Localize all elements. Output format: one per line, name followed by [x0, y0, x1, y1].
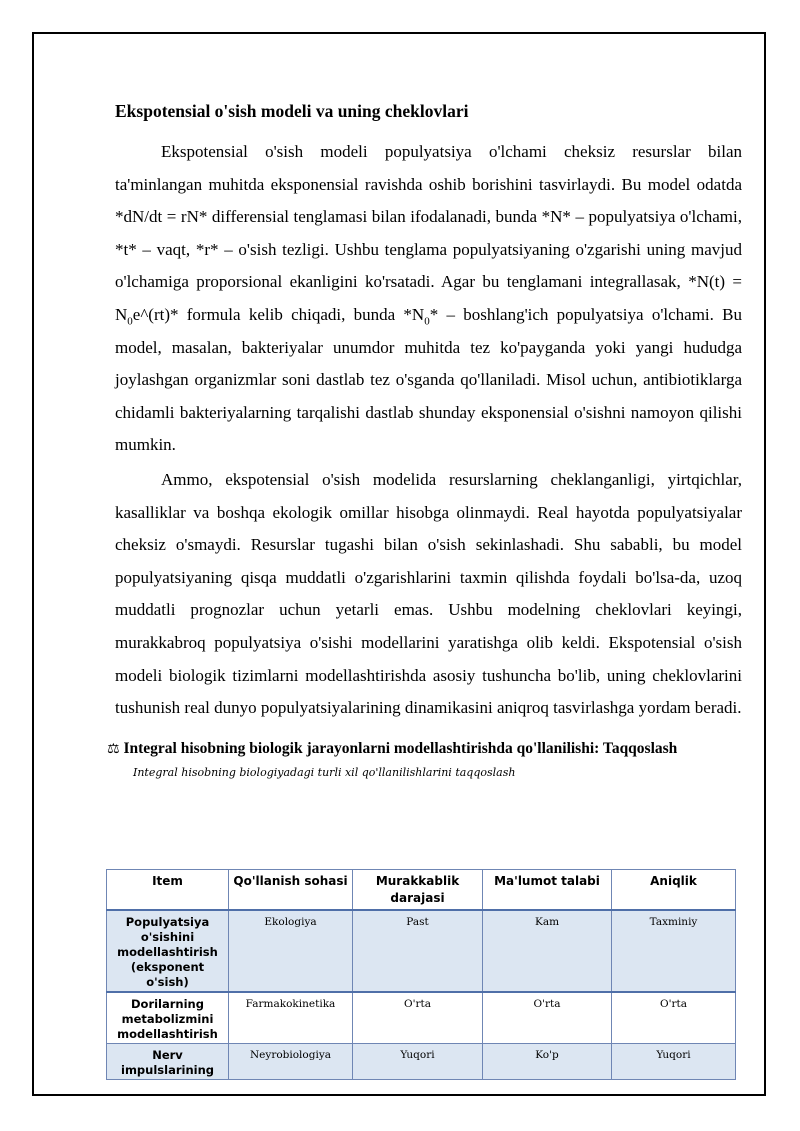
cell-complexity: O'rta: [353, 992, 483, 1044]
table-title: [107, 737, 742, 761]
cell-usage-area: Farmakokinetika: [229, 992, 353, 1044]
table-row: [107, 1044, 736, 1080]
paragraph-1-part-a: Ekspotensial o'sish modeli populyatsiya o'lchami cheksiz resurslar bilan ta'minlangan muhitda eksponensial ravishda oshib borishini tasvirlaydi. Bu model odatda *dN/dt = rN* differensial tenglamasi bilan ifodalanadi, bunda *N* – populyatsiya o'lchami, *t* – vaqt, *r* – o'sish tezligi. Ushbu tenglama populyatsiyaning o'zgarishi uning mavjud o'lchamiga proporsional ekanligini ko'rsatadi. Agar bu tenglamani integrallasak, *N(t) = N: [115, 142, 742, 324]
cell-complexity: Past: [353, 910, 483, 992]
table-header-row: [107, 870, 736, 911]
cell-complexity: Yuqori: [353, 1044, 483, 1080]
table-row: [107, 910, 736, 992]
header-usage-area: Qo'llanish sohasi: [229, 870, 353, 911]
subscript-zero: 0: [424, 315, 430, 328]
cell-data-requirement: Ko'p: [483, 1044, 612, 1080]
cell-data-requirement: O'rta: [483, 992, 612, 1044]
cell-accuracy: Yuqori: [612, 1044, 736, 1080]
cell-data-requirement: Kam: [483, 910, 612, 992]
cell-usage-area: Ekologiya: [229, 910, 353, 992]
section-heading: Ekspotensial o'sish modeli va uning cheklovlari: [115, 101, 469, 121]
header-data-requirement: Ma'lumot talabi: [483, 870, 612, 911]
table-row: [107, 992, 736, 1044]
paragraph-2: Ammo, ekspotensial o'sish modelida resurslarning cheklanganligi, yirtqichlar, kasalliklar va boshqa ekologik omillar hisobga olinmaydi. Real hayotda populyatsiyalar cheksiz o'smaydi. Resurslar tugashi bilan o'sish sekinlashadi. Shu sababli, bu model populyatsiyaning qisqa muddatli o'zgarishlarini taxmin qilishda foydali bo'lsa-da, uzoq muddatli prognozlar uchun yetarli emas. Ushbu modelning cheklovlari keyingi, murakkabroq populyatsiya o'sishi modellarini yaratishga olib keldi. Ekspotensial o'sish modeli biologik tizimlarni modellashtirishda asosiy tushuncha bo'lib, uning cheklovlarini tushunish real dunyo populyatsiyalarining dinamikasini aniqroq tasvirlashga yordam beradi.: [115, 469, 742, 718]
paragraph-1: [115, 136, 742, 462]
cell-item: Nerv impulslarining: [107, 1044, 229, 1080]
header-item: Item: [107, 870, 229, 911]
header-complexity: Murakkablik darajasi: [353, 870, 483, 911]
paragraph-1-part-b: e^(rt)* formula kelib chiqadi, bunda *N: [132, 304, 425, 324]
document-body: [107, 96, 742, 782]
cell-accuracy: O'rta: [612, 992, 736, 1044]
cell-item: Dorilarning metabolizmini modellashtirish: [107, 992, 229, 1044]
scale-icon: ⚖: [107, 740, 120, 757]
cell-accuracy: Taxminiy: [612, 910, 736, 992]
table-caption: Integral hisobning biologiyadagi turli xil qo'llanilishlarini taqqoslash: [133, 765, 516, 779]
header-accuracy: Aniqlik: [612, 870, 736, 911]
cell-usage-area: Neyrobiologiya: [229, 1044, 353, 1080]
table-title-text: Integral hisobning biologik jarayonlarni modellashtirishda qo'llanilishi: Taqqoslash: [123, 739, 678, 757]
subscript-zero: 0: [127, 315, 133, 328]
comparison-table: [106, 869, 736, 1080]
cell-item: Populyatsiya o'sishini modellashtirish (eksponent o'sish): [107, 910, 229, 992]
paragraph-1-part-c: * – boshlang'ich populyatsiya o'lchami. Bu model, masalan, bakteriyalar unumdor muhitda tez ko'payganda yoki yangi hududga joylashgan organizmlar soni dastlab tez o'sganda qo'llaniladi. Misol uchun, antibiotiklarga chidamli bakteriyalarning tarqalishi dastlab shunday eksponensial o'sishni namoyon qilishi mumkin.: [115, 304, 742, 455]
